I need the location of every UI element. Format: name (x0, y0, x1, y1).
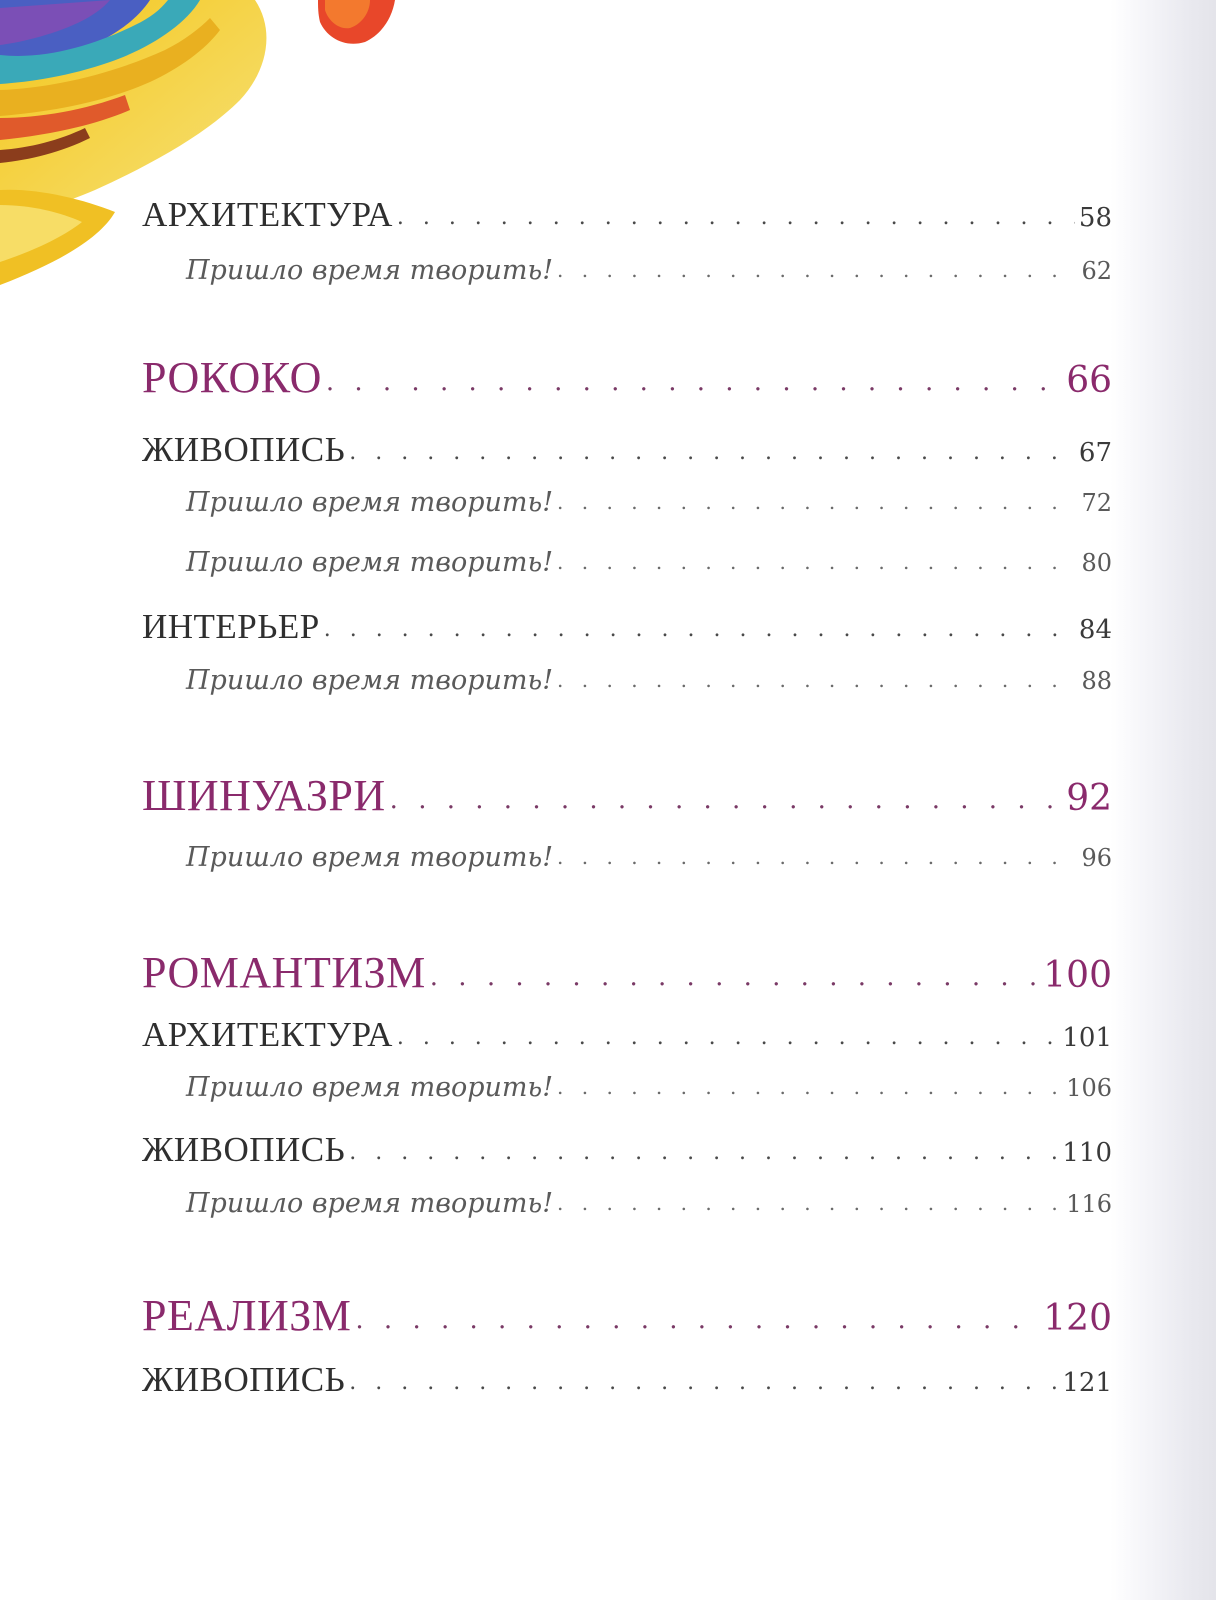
toc-entry-page-number: 120 (1043, 1298, 1112, 1339)
toc-entry-painting[interactable] (142, 1130, 1112, 1170)
toc-entry-title: Пришло время творить! (186, 255, 554, 286)
toc-entry-time-to-create[interactable] (186, 547, 1112, 578)
toc-entry-time-to-create[interactable] (186, 487, 1112, 518)
toc-entry-page-number: 66 (1066, 360, 1112, 401)
toc-section-rococo[interactable] (142, 352, 1112, 403)
toc-entry-title: АРХИТЕКТУРА (142, 195, 393, 234)
toc-entry-title: Пришло время творить! (186, 487, 554, 518)
dot-leader (355, 1305, 1039, 1335)
dot-leader (557, 668, 1077, 692)
dot-leader (397, 1025, 1059, 1050)
toc-entry-title: ЖИВОПИСЬ (142, 1130, 346, 1169)
toc-entry-page-number: 84 (1078, 615, 1112, 645)
toc-entry-page-number: 96 (1081, 844, 1112, 872)
toc-entry-painting[interactable] (142, 1360, 1112, 1400)
toc-entry-time-to-create[interactable] (186, 255, 1112, 286)
toc-section-chinoiserie[interactable] (142, 770, 1112, 821)
toc-entry-page-number: 92 (1066, 778, 1112, 819)
toc-section-romanticism[interactable] (142, 947, 1112, 998)
toc-entry-title: АРХИТЕКТУРА (142, 1015, 393, 1054)
dot-leader (349, 1370, 1058, 1395)
dot-leader (397, 205, 1075, 230)
dot-leader (349, 440, 1075, 465)
toc-entry-painting[interactable] (142, 430, 1112, 470)
toc-entry-page-number: 116 (1066, 1190, 1112, 1218)
toc-entry-page-number: 62 (1081, 257, 1112, 285)
toc-entry-time-to-create[interactable] (186, 665, 1112, 696)
toc-entry-time-to-create[interactable] (186, 1072, 1112, 1103)
dot-leader (349, 1140, 1058, 1165)
toc-section-title: ШИНУАЗРИ (142, 771, 386, 820)
toc-entry-architecture[interactable] (142, 1015, 1112, 1055)
toc-section-title: РОМАНТИЗМ (142, 948, 426, 997)
toc-entry-page-number: 72 (1081, 489, 1112, 517)
toc-entry-architecture[interactable] (142, 195, 1112, 235)
dot-leader (557, 845, 1077, 869)
toc-entry-title: ИНТЕРЬЕР (142, 607, 320, 646)
dot-leader (557, 490, 1077, 514)
toc-entry-title: Пришло время творить! (186, 547, 554, 578)
dot-leader (557, 258, 1077, 282)
dot-leader (326, 367, 1062, 397)
toc-entry-page-number: 101 (1062, 1023, 1112, 1053)
toc-entry-time-to-create[interactable] (186, 1188, 1112, 1219)
toc-section-realism[interactable] (142, 1290, 1112, 1341)
toc-entry-title: Пришло время творить! (186, 842, 554, 873)
dot-leader (324, 617, 1075, 642)
toc-entry-title: Пришло время творить! (186, 1188, 554, 1219)
toc-entry-title: Пришло время творить! (186, 1072, 554, 1103)
dot-leader (557, 1075, 1062, 1099)
toc-entry-page-number: 110 (1062, 1138, 1112, 1168)
toc-entry-title: Пришло время творить! (186, 665, 554, 696)
toc-section-title: РОКОКО (142, 353, 322, 402)
dot-leader (390, 785, 1063, 815)
toc-entry-page-number: 106 (1066, 1074, 1112, 1102)
toc-entry-page-number: 121 (1062, 1368, 1112, 1398)
dot-leader (430, 962, 1040, 992)
toc-entry-page-number: 80 (1081, 549, 1112, 577)
toc-section-title: РЕАЛИЗМ (142, 1291, 352, 1340)
toc-entry-page-number: 67 (1078, 438, 1112, 468)
toc-entry-page-number: 100 (1043, 955, 1112, 996)
toc-entry-title: ЖИВОПИСЬ (142, 1360, 346, 1399)
toc-entry-title: ЖИВОПИСЬ (142, 430, 346, 469)
toc-entry-page-number: 88 (1081, 667, 1112, 695)
toc-entry-interior[interactable] (142, 607, 1112, 647)
toc-entry-time-to-create[interactable] (186, 842, 1112, 873)
dot-leader (557, 550, 1077, 574)
dot-leader (557, 1191, 1062, 1215)
toc-entry-page-number: 58 (1078, 203, 1112, 233)
